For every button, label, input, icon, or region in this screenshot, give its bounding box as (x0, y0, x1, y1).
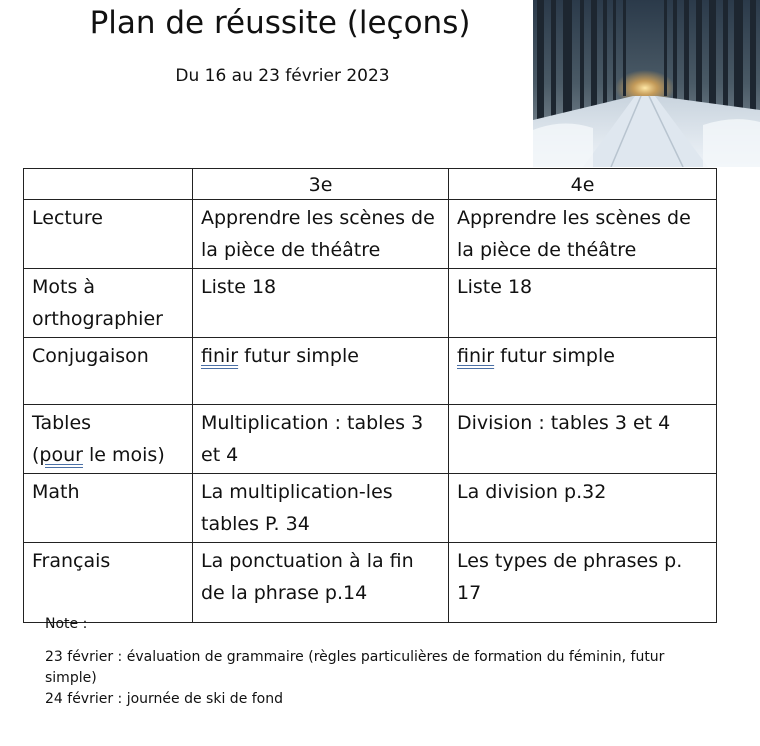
subject-line: Tables (32, 412, 92, 434)
subject-cell: Français (24, 543, 193, 623)
grade3-cell: La multiplication-les tables P. 34 (193, 474, 449, 543)
grade3-cell: Apprendre les scènes de la pièce de théâtre (193, 200, 449, 269)
verb-word: finir (201, 345, 239, 367)
subject-cell (24, 405, 193, 474)
grade4-cell (449, 338, 717, 405)
grade3-cell: La ponctuation à la fin de la phrase p.14 (193, 543, 449, 623)
header-cell-empty (24, 169, 193, 200)
verb-word: finir (457, 345, 495, 367)
table-header-row (24, 169, 717, 200)
table-row (24, 543, 717, 623)
table-row (24, 269, 717, 338)
header-cell-grade4: 4e (449, 169, 717, 200)
table-row (24, 405, 717, 474)
subject-cell: Conjugaison (24, 338, 193, 405)
date-range: Du 16 au 23 février 2023 (175, 66, 390, 86)
grade3-cell (193, 338, 449, 405)
subject-cell: Mots à orthographier (24, 269, 193, 338)
notes-section (45, 614, 685, 710)
grade4-cell: Les types de phrases p. 17 (449, 543, 717, 623)
lessons-table (23, 168, 717, 623)
table-row (24, 338, 717, 405)
note-line: 24 février : journée de ski de fond (45, 691, 284, 707)
grade4-cell: Apprendre les scènes de la pièce de théâtre (449, 200, 717, 269)
page-title: Plan de réussite (leçons) (89, 5, 471, 41)
grade4-cell: Liste 18 (449, 269, 717, 338)
subject-cell: Lecture (24, 200, 193, 269)
winter-forest-photo (533, 0, 760, 167)
subject-cell: Math (24, 474, 193, 543)
grade3-cell: Multiplication : tables 3 et 4 (193, 405, 449, 474)
subject-word: pour (39, 444, 83, 466)
table-row (24, 200, 717, 269)
grade4-cell: Division : tables 3 et 4 (449, 405, 717, 474)
conjugation-text: futur simple (494, 345, 615, 367)
conjugation-text: futur simple (238, 345, 359, 367)
note-line: 23 février : évaluation de grammaire (règles particulières de formation du féminin, futur simple) (45, 649, 665, 686)
subject-paren-open: ( (32, 444, 40, 466)
grade4-cell: La division p.32 (449, 474, 717, 543)
table-row (24, 474, 717, 543)
grade3-cell: Liste 18 (193, 269, 449, 338)
header-cell-grade3: 3e (193, 169, 449, 200)
subject-paren-rest: le mois) (82, 444, 165, 466)
notes-label: Note : (45, 616, 88, 632)
